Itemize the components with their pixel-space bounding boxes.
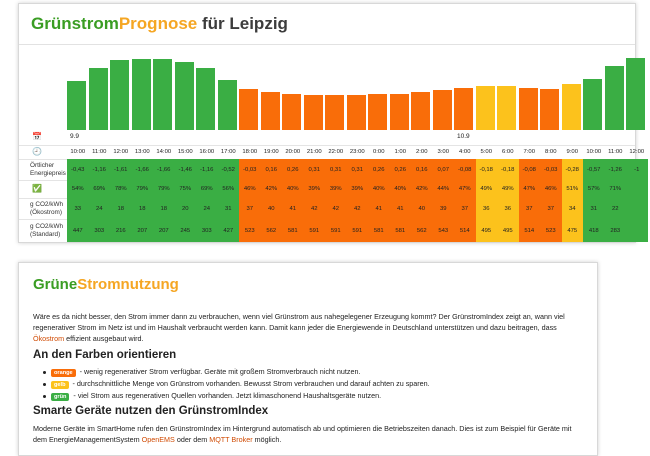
co2-standard-cell: 245 xyxy=(175,219,197,242)
co2-oeko-cell: 40 xyxy=(261,198,283,219)
co2-standard-cell: 514 xyxy=(519,219,541,242)
co2-standard-cells xyxy=(67,219,635,242)
oekostrom-link[interactable]: Ökostrom xyxy=(33,334,65,344)
date-row xyxy=(19,131,635,146)
hour-cell: 14:00 xyxy=(156,149,172,155)
bar xyxy=(497,86,516,130)
title-divider xyxy=(19,44,635,45)
hour-cell: 20:00 xyxy=(285,149,301,155)
price-cell: -0,08 xyxy=(519,159,541,180)
co2-oeko-cell: 41 xyxy=(390,198,412,219)
hour-cell: 17:00 xyxy=(220,149,236,155)
co2-standard-cell: 591 xyxy=(325,219,347,242)
green-percent-cell: 71% xyxy=(605,180,627,198)
green-percent-cell: 40% xyxy=(282,180,304,198)
co2-oeko-cell: 31 xyxy=(218,198,240,219)
bar xyxy=(390,94,409,130)
price-cell: 0,31 xyxy=(325,159,347,180)
co2-oeko-cell: 36 xyxy=(497,198,519,219)
price-cell: -1,66 xyxy=(132,159,154,180)
bar xyxy=(261,92,280,130)
legend-item-orange: orange - wenig regenerativer Strom verfügbar. Geräte mit großem Stromverbrauch nicht nutzen. xyxy=(43,367,360,377)
price-cell: -1,46 xyxy=(175,159,197,180)
green-percent-cell: 44% xyxy=(433,180,455,198)
green-share-bar-chart xyxy=(67,54,635,130)
co2-standard-cell: 418 xyxy=(583,219,605,242)
price-cell: -0,52 xyxy=(218,159,240,180)
green-percent-cell: 46% xyxy=(540,180,562,198)
price-row-label: Örtlicher Energiepreis xyxy=(30,162,66,177)
hour-cell: 12:00 xyxy=(629,149,645,155)
green-badge: grün xyxy=(51,393,69,401)
co2-oeko-cell: 37 xyxy=(540,198,562,219)
hour-cell: 22:00 xyxy=(328,149,344,155)
co2-standard-cell: 495 xyxy=(497,219,519,242)
green-percent-cell: 51% xyxy=(562,180,584,198)
bar xyxy=(153,59,172,130)
co2-standard-cell: 591 xyxy=(304,219,326,242)
bar xyxy=(454,88,473,130)
price-cell: -0,57 xyxy=(583,159,605,180)
hour-cell: 19:00 xyxy=(263,149,279,155)
hour-cell: 23:00 xyxy=(349,149,365,155)
hour-cell: 11:00 xyxy=(92,149,107,155)
co2-standard-cell: 427 xyxy=(218,219,240,242)
co2-standard-cell: 562 xyxy=(411,219,433,242)
co2-oeko-cells xyxy=(67,198,635,219)
time-row xyxy=(19,145,645,160)
green-percent-cell: 42% xyxy=(411,180,433,198)
price-cell: -1,16 xyxy=(196,159,218,180)
co2-oeko-cell: 37 xyxy=(239,198,261,219)
check-icon: ✅ xyxy=(32,184,42,193)
price-cell: 0,26 xyxy=(368,159,390,180)
co2-oeko-cell: 41 xyxy=(368,198,390,219)
price-cell: 0,07 xyxy=(433,159,455,180)
co2-standard-cell: 303 xyxy=(89,219,111,242)
green-percent-cell: 47% xyxy=(519,180,541,198)
co2-oeko-cell: 24 xyxy=(196,198,218,219)
price-cell: -1,16 xyxy=(89,159,111,180)
hour-cell: 6:00 xyxy=(502,149,514,155)
smart-heading: Smarte Geräte nutzen den GrünstromIndex xyxy=(33,405,269,417)
co2-standard-cell xyxy=(626,219,648,242)
bar xyxy=(175,62,194,130)
co2-oeko-cell: 34 xyxy=(562,198,584,219)
forecast-title: GrünstromPrognose für Leipzig xyxy=(31,14,288,33)
co2-oeko-cell: 37 xyxy=(454,198,476,219)
green-percent-cell: 49% xyxy=(497,180,519,198)
bar xyxy=(196,68,215,130)
hour-cell: 9:00 xyxy=(566,149,578,155)
green-percent-cell: 54% xyxy=(67,180,89,198)
hour-cell: 8:00 xyxy=(545,149,557,155)
hour-cell: 2:00 xyxy=(416,149,428,155)
price-cell: 0,31 xyxy=(304,159,326,180)
green-percent-cell: 57% xyxy=(583,180,605,198)
green-percent-cell: 79% xyxy=(153,180,175,198)
bar xyxy=(325,95,344,130)
green-row xyxy=(19,180,635,199)
co2-oeko-cell: 39 xyxy=(433,198,455,219)
smart-paragraph: Moderne Geräte im SmartHome rufen den GrünstromIndex im Hintergrund automatisch ab und optimieren die Betriebszeiten danach. Dies ist zum Beispiel für Geräte mit dem EnergieManagementSystem OpenEMS oder dem MQTT Broker möglich. xyxy=(33,424,572,445)
price-cell: -1,66 xyxy=(153,159,175,180)
bullet-icon xyxy=(43,395,46,398)
price-cell: -1,26 xyxy=(605,159,627,180)
co2-oeko-cell: 33 xyxy=(67,198,89,219)
co2-standard-cell: 581 xyxy=(390,219,412,242)
green-percent-cell: 40% xyxy=(390,180,412,198)
bar xyxy=(282,94,301,130)
green-percent-cell: 75% xyxy=(175,180,197,198)
green-percent-cell: 47% xyxy=(454,180,476,198)
info-title: GrüneStromnutzung xyxy=(33,276,179,293)
green-percent-cell: 69% xyxy=(196,180,218,198)
co2-standard-cell: 543 xyxy=(433,219,455,242)
price-cell: -0,28 xyxy=(562,159,584,180)
green-percent-cell: 40% xyxy=(368,180,390,198)
forecast-panel xyxy=(18,3,645,243)
co2-oeko-cell: 20 xyxy=(175,198,197,219)
bar xyxy=(605,66,624,130)
bar xyxy=(304,95,323,130)
legend-item-yellow: gelb - durchschnittliche Menge von Grünstrom vorhanden. Bewusst Strom verbrauchen und darauf achten zu sparen. xyxy=(43,379,430,389)
price-cells xyxy=(67,159,640,180)
price-cell: -0,03 xyxy=(239,159,261,180)
co2-oeko-cell: 22 xyxy=(605,198,627,219)
co2-standard-cell: 207 xyxy=(132,219,154,242)
co2-oeko-cell: 24 xyxy=(89,198,111,219)
bar xyxy=(476,86,495,130)
hour-cell: 3:00 xyxy=(437,149,449,155)
co2-standard-cell: 591 xyxy=(347,219,369,242)
bar xyxy=(540,89,559,130)
green-percent-cell: 56% xyxy=(218,180,240,198)
co2-standard-cell: 283 xyxy=(605,219,627,242)
green-percent-cell: 79% xyxy=(132,180,154,198)
openems-link[interactable]: OpenEMS xyxy=(141,435,175,445)
co2-oeko-cell: 42 xyxy=(325,198,347,219)
bar xyxy=(411,92,430,130)
co2-standard-row xyxy=(19,219,635,242)
green-percent-cell: 39% xyxy=(304,180,326,198)
bar xyxy=(218,80,237,130)
bar xyxy=(583,79,602,130)
hour-cell: 10:00 xyxy=(70,149,86,155)
bar xyxy=(347,95,366,130)
price-cell: 0,26 xyxy=(390,159,412,180)
price-cell: -0,18 xyxy=(497,159,519,180)
mqtt-broker-link[interactable]: MQTT Broker xyxy=(209,435,253,445)
co2-oeko-cell xyxy=(626,198,648,219)
hour-cell: 1:00 xyxy=(394,149,406,155)
time-cells xyxy=(67,145,645,159)
hour-cell: 4:00 xyxy=(459,149,471,155)
bar xyxy=(89,68,108,130)
hour-cell: 12:00 xyxy=(113,149,129,155)
bar xyxy=(110,60,129,130)
co2-oeko-cell: 18 xyxy=(110,198,132,219)
date-cells xyxy=(67,131,635,145)
hour-cell: 10:00 xyxy=(586,149,602,155)
hour-cell: 21:00 xyxy=(306,149,322,155)
intro-paragraph: Wäre es da nicht besser, den Strom immer dann zu verbrauchen, wenn viel Grünstrom aus nahegelegener Erzeugung kommt? Der GrünstromIndex zeigt an, wann viel regenerativer Strom im Netz ist und im Haushalt verbraucht werden kann. Damit kann jeder die Energiewende in Deutschland unterstützen und dazu beitragen, dass Ökostrom effizient ausgebaut wird. xyxy=(33,312,565,344)
co2-standard-cell: 562 xyxy=(261,219,283,242)
co2-oeko-row xyxy=(19,198,635,220)
green-percent-cells xyxy=(67,180,635,198)
co2-oeko-cell: 37 xyxy=(519,198,541,219)
co2-oeko-cell: 36 xyxy=(476,198,498,219)
hour-cell: 5:00 xyxy=(480,149,492,155)
price-cell: -0,08 xyxy=(454,159,476,180)
hour-cell: 18:00 xyxy=(242,149,258,155)
bar xyxy=(519,88,538,130)
green-percent-cell: 69% xyxy=(89,180,111,198)
green-percent-cell: 39% xyxy=(347,180,369,198)
co2-standard-cell: 207 xyxy=(153,219,175,242)
green-percent-cell: 42% xyxy=(261,180,283,198)
clock-icon: 🕘 xyxy=(32,147,42,156)
co2-oeko-cell: 41 xyxy=(282,198,304,219)
price-cell: 0,16 xyxy=(411,159,433,180)
co2-standard-cell: 514 xyxy=(454,219,476,242)
co2-oeko-label: g CO2/kWh (Ökostrom) xyxy=(30,201,64,216)
bar xyxy=(562,84,581,130)
co2-standard-cell: 447 xyxy=(67,219,89,242)
hour-cell: 7:00 xyxy=(523,149,535,155)
co2-standard-label: g CO2/kWh (Standard) xyxy=(30,223,64,238)
co2-standard-cell: 523 xyxy=(540,219,562,242)
co2-standard-cell: 216 xyxy=(110,219,132,242)
price-cell: 0,26 xyxy=(282,159,304,180)
price-cell: -0,03 xyxy=(540,159,562,180)
hour-cell: 16:00 xyxy=(199,149,215,155)
calendar-icon: 📅 xyxy=(32,132,42,141)
price-cell: -0,43 xyxy=(67,159,89,180)
hour-cell: 15:00 xyxy=(177,149,193,155)
bar xyxy=(433,90,452,130)
co2-standard-cell: 581 xyxy=(368,219,390,242)
co2-standard-cell: 523 xyxy=(239,219,261,242)
bullet-icon xyxy=(43,371,46,374)
date-label: 10.9 xyxy=(457,133,470,140)
co2-standard-cell: 581 xyxy=(282,219,304,242)
hour-cell: 0:00 xyxy=(373,149,385,155)
co2-oeko-cell: 40 xyxy=(411,198,433,219)
price-row xyxy=(19,159,640,181)
co2-oeko-cell: 42 xyxy=(304,198,326,219)
co2-standard-cell: 475 xyxy=(562,219,584,242)
orange-badge: orange xyxy=(51,369,76,377)
bar xyxy=(239,89,258,130)
green-percent-cell: 49% xyxy=(476,180,498,198)
green-percent-cell: 39% xyxy=(325,180,347,198)
legend-item-green: grün - viel Strom aus regenerativen Quellen vorhanden. Jetzt klimaschonend Haushaltsgeräte nutzen. xyxy=(43,391,381,401)
price-cell: 0,16 xyxy=(261,159,283,180)
green-percent-cell xyxy=(626,180,648,198)
price-cell: -1 xyxy=(626,159,648,180)
hour-cell: 13:00 xyxy=(134,149,150,155)
colors-heading: An den Farben orientieren xyxy=(33,349,177,361)
green-percent-cell: 78% xyxy=(110,180,132,198)
bar xyxy=(67,81,86,130)
bar xyxy=(132,59,151,130)
co2-oeko-cell: 42 xyxy=(347,198,369,219)
bar xyxy=(626,58,645,130)
co2-standard-cell: 495 xyxy=(476,219,498,242)
price-cell: -1,61 xyxy=(110,159,132,180)
co2-oeko-cell: 18 xyxy=(153,198,175,219)
info-panel xyxy=(18,262,598,456)
co2-oeko-cell: 31 xyxy=(583,198,605,219)
bullet-icon xyxy=(43,383,46,386)
co2-standard-cell: 303 xyxy=(196,219,218,242)
hour-cell: 11:00 xyxy=(608,149,623,155)
yellow-badge: gelb xyxy=(51,381,69,389)
price-cell: 0,31 xyxy=(347,159,369,180)
green-percent-cell: 46% xyxy=(239,180,261,198)
co2-oeko-cell: 18 xyxy=(132,198,154,219)
date-label: 9.9 xyxy=(70,133,80,140)
price-cell: -0,18 xyxy=(476,159,498,180)
bar xyxy=(368,94,387,130)
